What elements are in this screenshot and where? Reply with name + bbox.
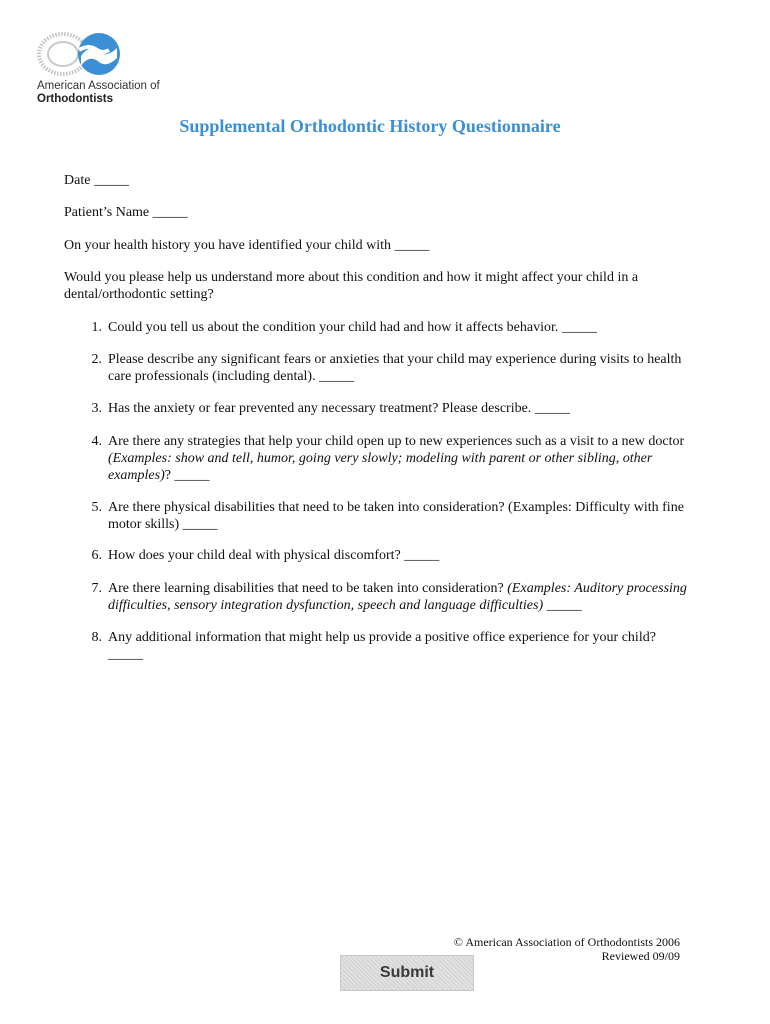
reviewed-date: Reviewed 09/09: [601, 949, 680, 963]
question-7: [64, 580, 704, 614]
question-text: Any additional information that might help us provide a positive office experience for your child?: [108, 630, 656, 645]
answer-input[interactable]: _____: [561, 320, 597, 335]
question-3: [64, 400, 704, 417]
intro-paragraph: Would you please help us understand more about this condition and how it might affect your child in a dental/orthodontic setting?: [64, 270, 639, 302]
question-text: Please describe any significant fears or anxieties that your child may experience during visits to health care professionals (including dental).: [108, 352, 682, 384]
org-name-line2: Orthodontists: [37, 93, 114, 105]
answer-input[interactable]: _____: [534, 401, 570, 416]
answer-input[interactable]: _____: [182, 517, 218, 532]
patient-name-label: Patient’s Name: [64, 205, 150, 220]
question-4: [64, 433, 704, 484]
question-example: (Examples: show and tell, humor, going very slowly; modeling with parent or other sibling, other examples): [108, 451, 653, 483]
health-history-row: [64, 237, 430, 254]
question-text: Could you tell us about the condition your child had and how it affects behavior.: [108, 320, 559, 335]
question-number: 4.: [91, 434, 102, 449]
answer-input[interactable]: _____: [546, 598, 582, 613]
question-number: 2.: [91, 352, 102, 367]
footer: [454, 935, 680, 963]
date-field-row: [64, 172, 129, 189]
answer-input[interactable]: _____: [174, 468, 210, 483]
question-8: [64, 629, 704, 663]
answer-input[interactable]: _____: [108, 647, 143, 662]
health-history-label: On your health history you have identified your child with: [64, 238, 391, 253]
date-label: Date: [64, 173, 91, 188]
aao-logo-icon: [37, 30, 127, 78]
health-history-input[interactable]: _____: [394, 238, 430, 253]
org-logo: [37, 30, 177, 106]
question-text: Has the anxiety or fear prevented any necessary treatment? Please describe.: [108, 401, 532, 416]
question-suffix: ?: [164, 468, 171, 483]
patient-name-row: [64, 204, 188, 221]
question-example: (Examples: Auditory processing difficulties, sensory integration dysfunction, speech and language difficulties): [108, 581, 687, 613]
question-number: 6.: [91, 548, 102, 563]
question-text: How does your child deal with physical discomfort?: [108, 548, 401, 563]
question-number: 1.: [91, 320, 102, 335]
answer-input[interactable]: _____: [404, 548, 440, 563]
submit-button[interactable]: Submit: [340, 955, 474, 991]
copyright-text: © American Association of Orthodontists 2006: [453, 935, 680, 949]
question-2: [64, 351, 704, 385]
question-number: 8.: [91, 630, 102, 645]
answer-input[interactable]: _____: [319, 369, 355, 384]
question-5: [64, 499, 704, 533]
question-number: 7.: [91, 581, 102, 596]
question-text: Are there learning disabilities that need to be taken into consideration?: [108, 581, 504, 596]
org-name-line1: American Association of: [37, 80, 160, 92]
page-title: Supplemental Orthodontic History Questionnaire: [179, 116, 561, 136]
question-6: [64, 547, 704, 564]
question-text: Are there physical disabilities that need to be taken into consideration? (Examples: Difficulty with fine motor skills): [108, 500, 684, 532]
question-1: [64, 319, 704, 336]
question-number: 5.: [91, 500, 102, 515]
question-number: 3.: [91, 401, 102, 416]
date-input[interactable]: _____: [93, 173, 129, 188]
patient-name-input[interactable]: _____: [152, 205, 188, 220]
question-text: Are there any strategies that help your child open up to new experiences such as a visit to a new doctor: [108, 434, 685, 449]
